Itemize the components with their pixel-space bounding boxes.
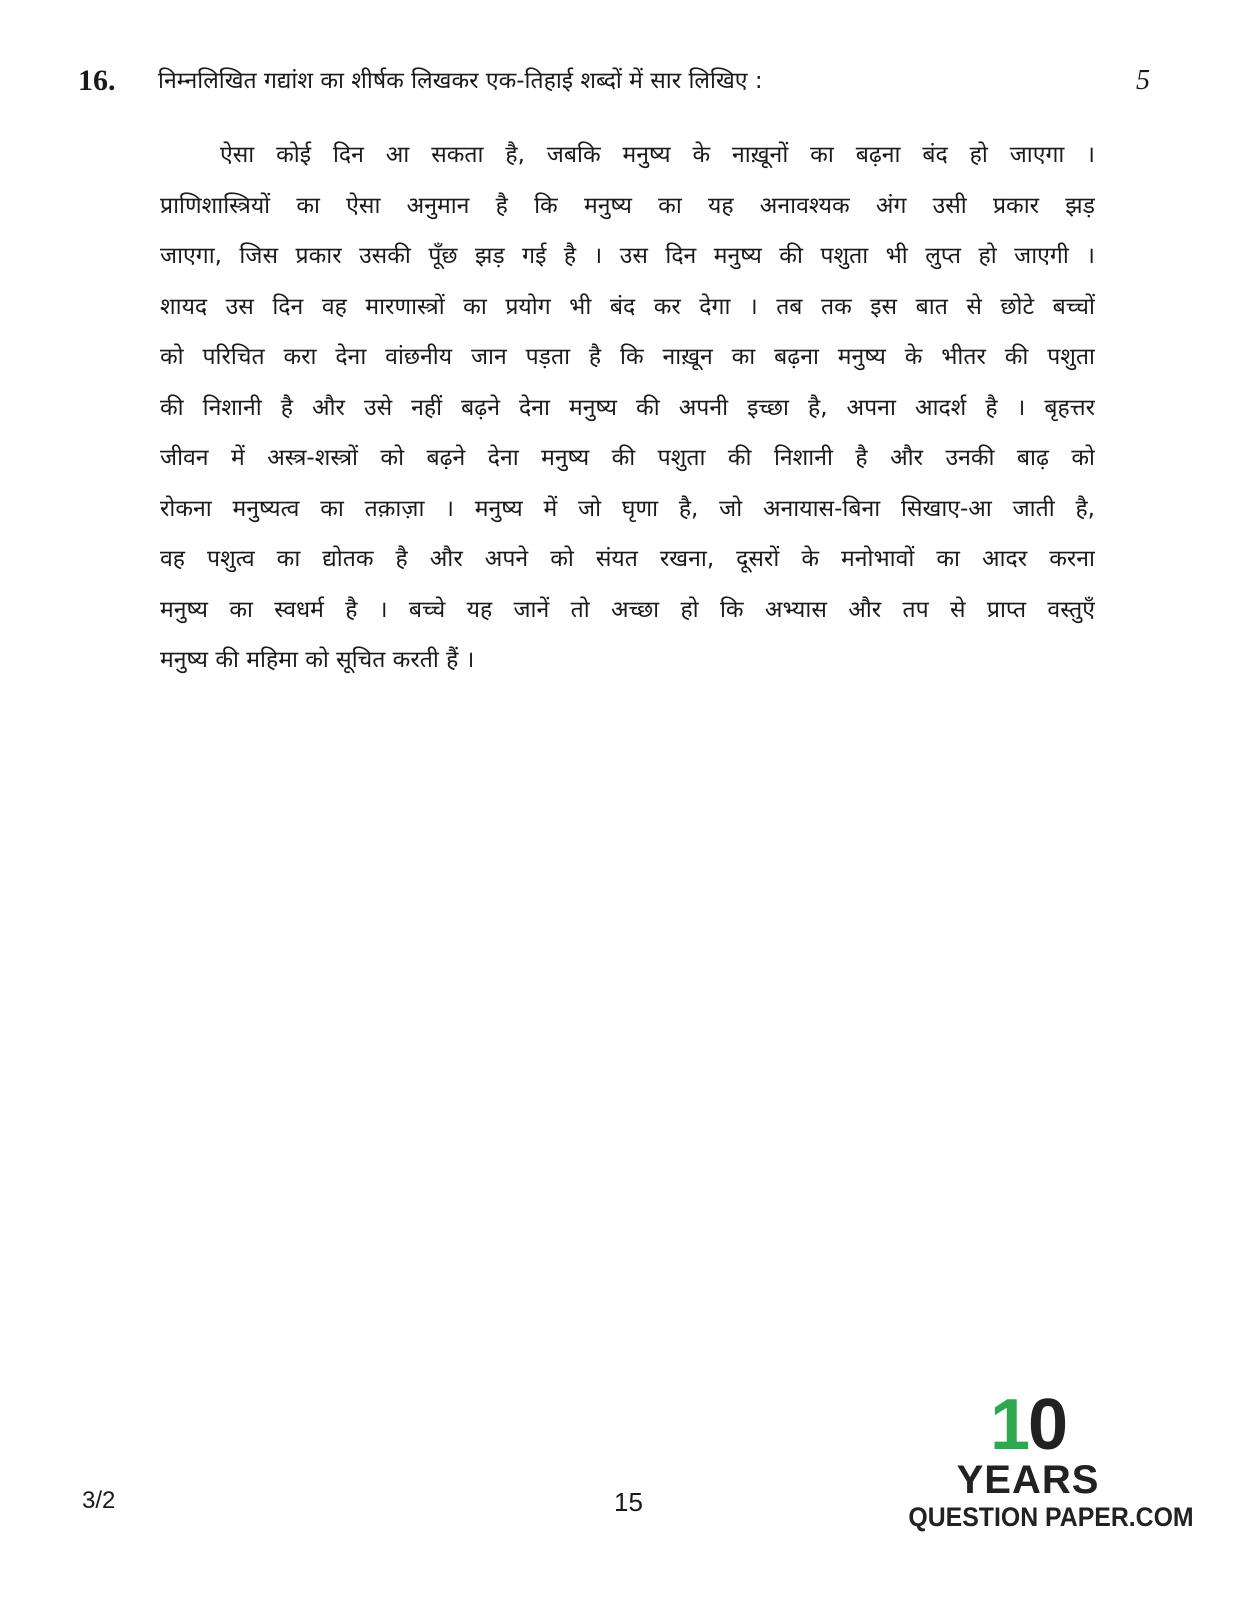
passage-line: ऐसा कोई दिन आ सकता है, जबकि मनुष्य के नाख़ूनों का बढ़ना बंद हो जाएगा । bbox=[220, 142, 1095, 168]
logo-number bbox=[898, 1385, 1158, 1465]
passage-line: मनुष्य की महिमा को सूचित करती हैं । bbox=[160, 647, 475, 673]
paper-code: 3/2 bbox=[82, 1487, 116, 1514]
question-instruction: निम्नलिखित गद्यांश का शीर्षक लिखकर एक-तिहाई शब्दों में सार लिखिए : bbox=[158, 68, 763, 94]
question-marks: 5 bbox=[1136, 65, 1150, 96]
passage-line: मनुष्य का स्वधर्म है । बच्चे यह जानें तो अच्छा हो कि अभ्यास और तप से प्राप्त वस्तुएँ bbox=[160, 596, 1095, 623]
passage-line: शायद उस दिन वह मारणास्त्रों का प्रयोग भी बंद कर देगा । तब तक इस बात से छोटे बच्चों bbox=[160, 293, 1095, 320]
page-number: 15 bbox=[614, 1487, 643, 1517]
question-number: 16. bbox=[78, 64, 116, 97]
passage-line: रोकना मनुष्यत्व का तक़ाज़ा । मनुष्य में जो घृणा है, जो अनायास-बिना सिखाए-आ जाती है, bbox=[160, 495, 1095, 522]
logo-years: YEARS bbox=[956, 1458, 1100, 1502]
passage-line: जाएगा, जिस प्रकार उसकी पूँछ झड़ गई है । उस दिन मनुष्य की पशुता भी लुप्त हो जाएगी । bbox=[160, 243, 1095, 269]
passage-line: जीवन में अस्त्र-शस्त्रों को बढ़ने देना मनुष्य की पशुता की निशानी है और उनकी बाढ़ को bbox=[160, 445, 1095, 471]
passage-line: को परिचित करा देना वांछनीय जान पड़ता है कि नाख़ून का बढ़ना मनुष्य के भीतर की पशुता bbox=[160, 344, 1095, 370]
passage-line: की निशानी है और उसे नहीं बढ़ने देना मनुष्य की अपनी इच्छा है, अपना आदर्श है । बृहत्तर bbox=[160, 394, 1095, 421]
passage-line: वह पशुत्व का द्योतक है और अपने को संयत रखना, दूसरों के मनोभावों का आदर करना bbox=[160, 546, 1095, 572]
logo-digit-one: 1 bbox=[989, 1385, 1028, 1465]
logo-site-name: QUESTION PAPER.COM bbox=[908, 1502, 1194, 1532]
passage-line: प्राणिशास्त्रियों का ऐसा अनुमान है कि मनुष्य का यह अनावश्यक अंग उसी प्रकार झड़ bbox=[160, 192, 1095, 219]
logo-digit-zero: 0 bbox=[1028, 1385, 1067, 1465]
site-logo bbox=[898, 1385, 1194, 1534]
passage bbox=[160, 130, 1095, 686]
